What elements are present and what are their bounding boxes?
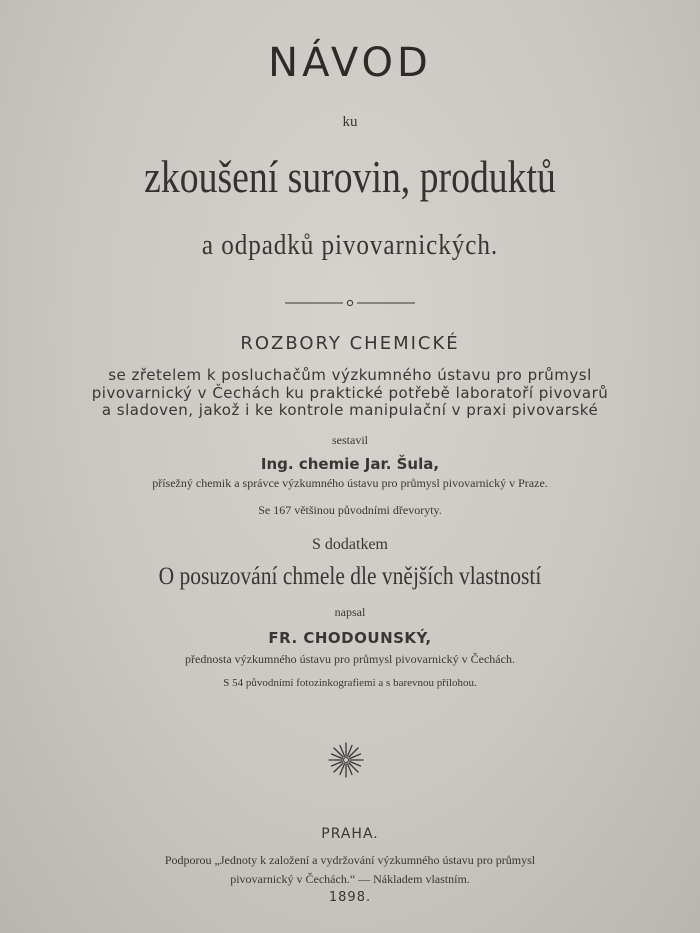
compiled-by-label: sestavil: [332, 433, 368, 447]
written-by-label: napsal: [334, 605, 366, 619]
addendum-title: O posuzování chmele dle vnějších vlastností: [158, 563, 542, 590]
description-line-2: pivovarnický v Čechách ku praktické potřebě laboratoří pivovarů: [91, 384, 609, 402]
publication-place: PRAHA.: [321, 826, 379, 842]
publication-year: 1898.: [328, 890, 372, 905]
author-2-role: přednosta výzkumného ústavu pro průmysl pivovarnický v Čechách.: [185, 652, 515, 666]
subtitle-line-2: a odpadků pivovarnických.: [201, 230, 499, 261]
author-2-name: FR. CHODOUNSKÝ,: [268, 629, 432, 647]
book-title: NÁVOD: [268, 40, 432, 86]
illustrations-note-1: Se 167 většinou původními dřevoryty.: [258, 503, 442, 517]
section-heading: ROZBORY CHEMICKÉ: [240, 333, 460, 354]
description-line-3: a sladoven, jakož i ke kontrole manipulační v praxi pivovarské: [101, 401, 599, 419]
subtitle-line-1: zkoušení surovin, produktů: [144, 151, 556, 202]
author-1-name: Ing. chemie Jar. Šula,: [260, 455, 440, 473]
support-note-line-1: Podporou „Jednoty k založení a vydržování výzkumného ústavu pro průmysl: [164, 853, 536, 867]
starburst-ornament-icon: [326, 740, 366, 780]
line-with-circle-divider-icon: [285, 299, 415, 307]
title-connector: ku: [342, 114, 358, 130]
illustrations-note-2: S 54 původními fotozinkografiemi a s barevnou přílohou.: [223, 677, 477, 689]
author-1-role: přísežný chemik a správce výzkumného ústavu pro průmysl pivovarnický v Praze.: [152, 476, 548, 490]
support-note-line-2: pivovarnický v Čechách.“ — Nákladem vlastním.: [230, 872, 470, 886]
description-line-1: se zřetelem k posluchačům výzkumného ústavu pro průmysl: [108, 366, 592, 384]
addendum-label: S dodatkem: [312, 536, 388, 553]
